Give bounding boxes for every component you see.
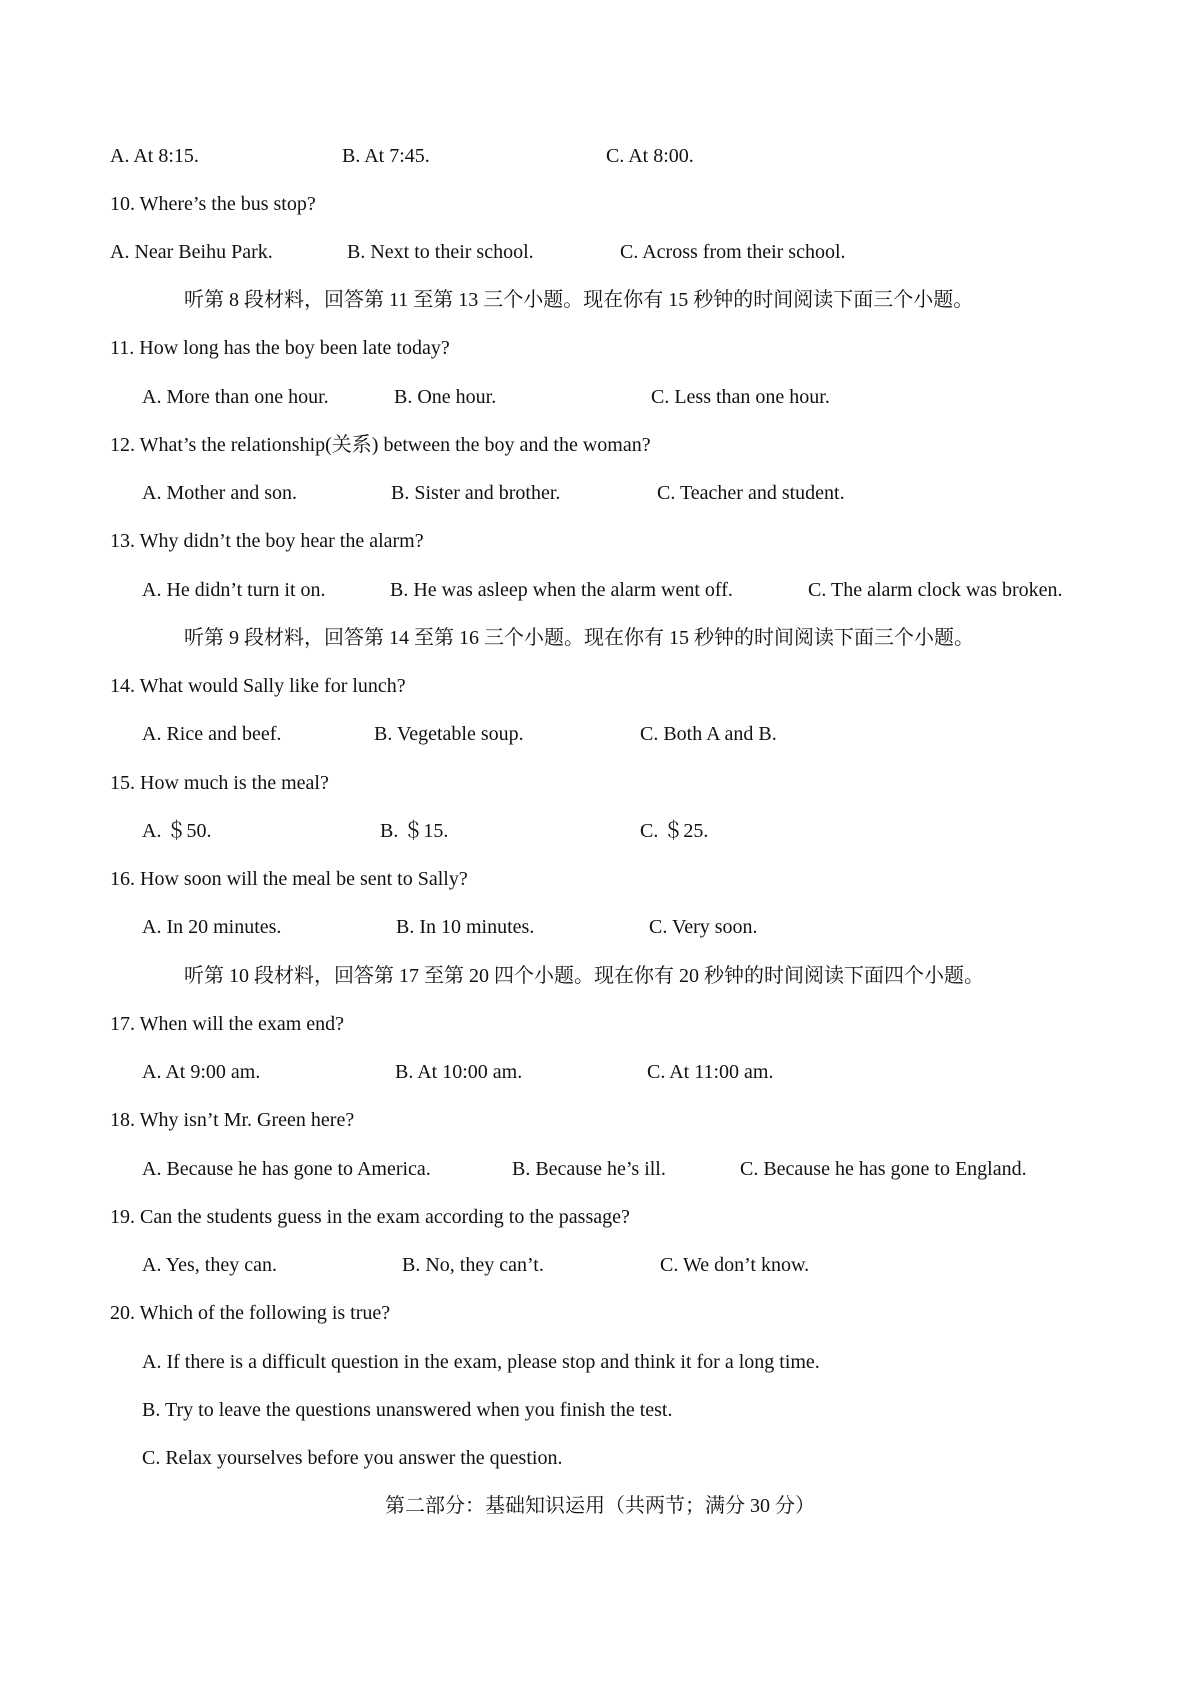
question-text: 15. How much is the meal? <box>110 772 329 794</box>
answer-options-row <box>0 816 1200 846</box>
answer-option: A. ＄50. <box>142 820 212 842</box>
answer-option: B. One hour. <box>394 386 497 408</box>
answer-option: C. Teacher and student. <box>657 482 845 504</box>
answer-option: C. We don’t know. <box>660 1254 810 1276</box>
answer-option: B. No, they can’t. <box>402 1254 544 1276</box>
question-row <box>0 1298 1200 1328</box>
answer-option: A. At 8:15. <box>110 145 199 167</box>
answer-options-row <box>0 1154 1200 1184</box>
listening-instruction: 听第 9 段材料，回答第 14 至第 16 三个小题。现在你有 15 秒钟的时间阅读下面三个小题。 <box>184 627 974 649</box>
answer-option: B. Try to leave the questions unanswered when you finish the test. <box>142 1399 673 1421</box>
answer-option: C. At 11:00 am. <box>647 1061 774 1083</box>
answer-option: B. At 7:45. <box>342 145 430 167</box>
answer-option: B. He was asleep when the alarm went off. <box>390 579 733 601</box>
question-text: 17. When will the exam end? <box>110 1013 345 1035</box>
answer-option: A. If there is a difficult question in the exam, please stop and think it for a long time. <box>142 1351 820 1373</box>
instruction-row <box>0 285 1200 315</box>
listening-instruction: 听第 8 段材料，回答第 11 至第 13 三个小题。现在你有 15 秒钟的时间阅读下面三个小题。 <box>184 289 974 311</box>
question-row <box>0 1202 1200 1232</box>
question-text: 11. How long has the boy been late today? <box>110 337 450 359</box>
answer-option: B. ＄15. <box>380 820 449 842</box>
answer-options-row <box>0 575 1200 605</box>
question-row <box>0 333 1200 363</box>
question-text: 19. Can the students guess in the exam according to the passage? <box>110 1206 630 1228</box>
answer-option: C. The alarm clock was broken. <box>808 579 1063 601</box>
answer-option: A. Mother and son. <box>142 482 297 504</box>
answer-option: B. In 10 minutes. <box>396 916 535 938</box>
answer-option: C. Because he has gone to England. <box>740 1158 1027 1180</box>
answer-options-row <box>0 1347 1200 1377</box>
answer-option: A. Near Beihu Park. <box>110 241 273 263</box>
answer-option: B. Vegetable soup. <box>374 723 524 745</box>
question-text: 20. Which of the following is true? <box>110 1302 391 1324</box>
question-text: 14. What would Sally like for lunch? <box>110 675 406 697</box>
answer-option: B. Because he’s ill. <box>512 1158 666 1180</box>
answer-option: A. Rice and beef. <box>142 723 282 745</box>
answer-option: A. Because he has gone to America. <box>142 1158 431 1180</box>
question-text: 10. Where’s the bus stop? <box>110 193 316 215</box>
answer-options-row <box>0 1395 1200 1425</box>
answer-options-row <box>0 912 1200 942</box>
question-row <box>0 768 1200 798</box>
answer-option: C. At 8:00. <box>606 145 694 167</box>
answer-option: A. Yes, they can. <box>142 1254 277 1276</box>
answer-option: C. Less than one hour. <box>651 386 830 408</box>
section-heading: 第二部分：基础知识运用（共两节；满分 30 分） <box>385 1495 815 1517</box>
answer-option: C. Relax yourselves before you answer the question. <box>142 1447 563 1469</box>
answer-options-row <box>0 1250 1200 1280</box>
answer-options-row <box>0 237 1200 267</box>
answer-option: B. Next to their school. <box>347 241 534 263</box>
answer-options-row <box>0 141 1200 171</box>
section-heading-row <box>0 1491 1200 1521</box>
answer-option: A. At 9:00 am. <box>142 1061 261 1083</box>
question-row <box>0 1009 1200 1039</box>
answer-options-row <box>0 1443 1200 1473</box>
question-row <box>0 189 1200 219</box>
answer-option: C. Across from their school. <box>620 241 846 263</box>
question-text: 12. What’s the relationship(关系) between the boy and the woman? <box>110 434 651 456</box>
question-row <box>0 430 1200 460</box>
question-text: 16. How soon will the meal be sent to Sally? <box>110 868 468 890</box>
question-row <box>0 1105 1200 1135</box>
answer-option: C. Both A and B. <box>640 723 777 745</box>
question-text: 13. Why didn’t the boy hear the alarm? <box>110 530 424 552</box>
question-row <box>0 526 1200 556</box>
answer-option: B. Sister and brother. <box>391 482 561 504</box>
answer-option: C. Very soon. <box>649 916 758 938</box>
answer-options-row <box>0 382 1200 412</box>
question-row <box>0 864 1200 894</box>
answer-option: C. ＄25. <box>640 820 709 842</box>
answer-option: A. In 20 minutes. <box>142 916 282 938</box>
listening-instruction: 听第 10 段材料，回答第 17 至第 20 四个小题。现在你有 20 秒钟的时间阅读下面四个小题。 <box>184 965 984 987</box>
instruction-row <box>0 623 1200 653</box>
answer-options-row <box>0 478 1200 508</box>
answer-options-row <box>0 1057 1200 1087</box>
answer-option: A. More than one hour. <box>142 386 329 408</box>
answer-options-row <box>0 719 1200 749</box>
question-row <box>0 671 1200 701</box>
instruction-row <box>0 961 1200 991</box>
question-text: 18. Why isn’t Mr. Green here? <box>110 1109 355 1131</box>
answer-option: A. He didn’t turn it on. <box>142 579 326 601</box>
answer-option: B. At 10:00 am. <box>395 1061 523 1083</box>
